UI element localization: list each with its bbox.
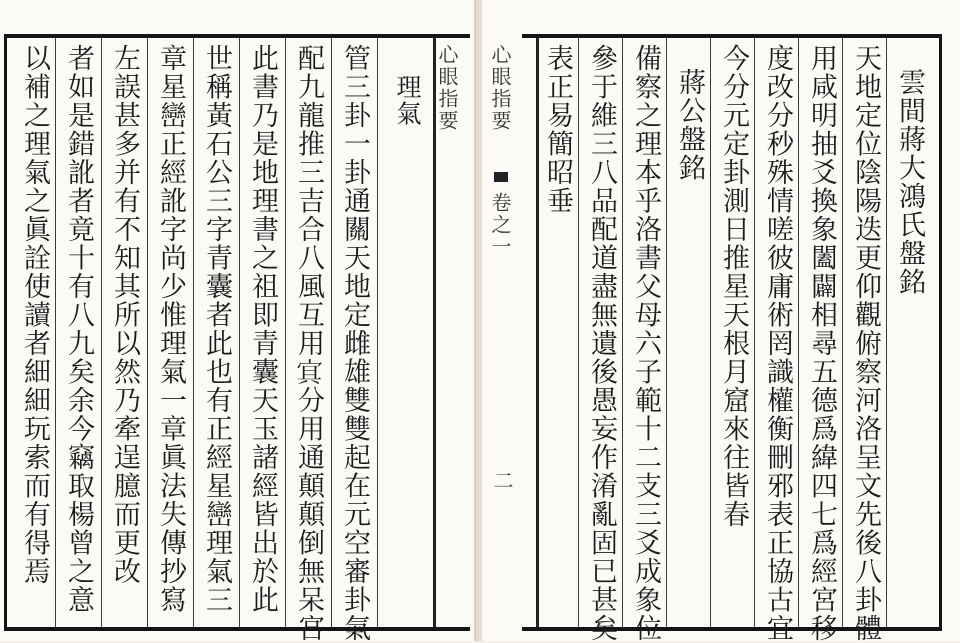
right-margin-volume: 卷之一 (488, 192, 512, 258)
section-heading: 理氣 (393, 74, 422, 127)
left-margin-title: 心眼指要 (435, 44, 459, 132)
text-column: 表正易簡昭垂 (542, 44, 573, 215)
column-rule (622, 38, 623, 627)
column-rule (842, 38, 843, 627)
column-rule (377, 38, 378, 627)
text-column: 天地定位陰陽迭更仰觀俯察河洛呈文先後八卦體 (850, 44, 881, 643)
right-margin-title: 心眼指要 (488, 44, 512, 132)
column-rule (101, 38, 102, 627)
column-rule (886, 38, 887, 627)
column-rule (147, 38, 148, 627)
text-column: 以補之理氣之眞詮使讀者細細玩索而有得焉 (19, 44, 50, 586)
column-rule (331, 38, 332, 627)
text-column: 配九龍推三吉合八風互用𡨋分用通顛顛倒無呆宮 (293, 44, 324, 643)
column-rule (55, 38, 56, 627)
column-rule (710, 38, 711, 627)
text-column: 此書乃是地理書之祖即青囊天玉諸經皆出於此 (247, 44, 278, 614)
text-column: 今分元定卦測日推星天根月窟來往皆春 (718, 44, 749, 529)
margin-rule (433, 38, 436, 627)
column-rule (578, 38, 579, 627)
left-page-frame (4, 34, 470, 643)
column-rule (239, 38, 240, 627)
text-column: 備察之理本乎洛書父母六子範十二支三爻成象位 (630, 44, 661, 643)
column-rule (798, 38, 799, 627)
left-page (0, 0, 478, 641)
heading-column: 雲間蔣大鴻氏盤銘 (894, 68, 925, 296)
text-column: 參于維三八品配道盡無遺後愚妄作淆亂固已甚矣 (586, 44, 617, 643)
right-page-frame (522, 34, 942, 643)
text-column: 左誤甚多并有不知其所以然乃牽逞臆而更改 (109, 44, 140, 586)
text-column: 世稱黃石公三字青囊者此也有正經星巒理氣三 (201, 44, 232, 614)
text-column: 度改分秒殊情嗟彼庸術罔識權衡刪邪表正協古宜 (762, 44, 793, 643)
column-rule (285, 38, 286, 627)
column-rule (193, 38, 194, 627)
fish-tail-mark (494, 172, 508, 182)
text-column: 者如是錯訛者竟十有八九矣余今竊取楊曾之意 (63, 44, 94, 614)
text-column: 用咸明抽爻換象闔闢相尋五德爲緯四七爲經宮移 (806, 44, 837, 643)
right-page (482, 0, 960, 641)
text-column: 管三卦一卦通關天地定雌雄雙雙起在元空審卦氣 (339, 44, 370, 643)
column-rule (666, 38, 667, 627)
folio-number: 二 (490, 470, 514, 492)
text-column: 章星巒正經訛字尚少惟理氣一章眞法失傳抄寫 (155, 44, 186, 614)
heading-column: 蔣公盤銘 (674, 68, 705, 182)
column-rule (754, 38, 755, 627)
margin-rule (536, 38, 539, 627)
